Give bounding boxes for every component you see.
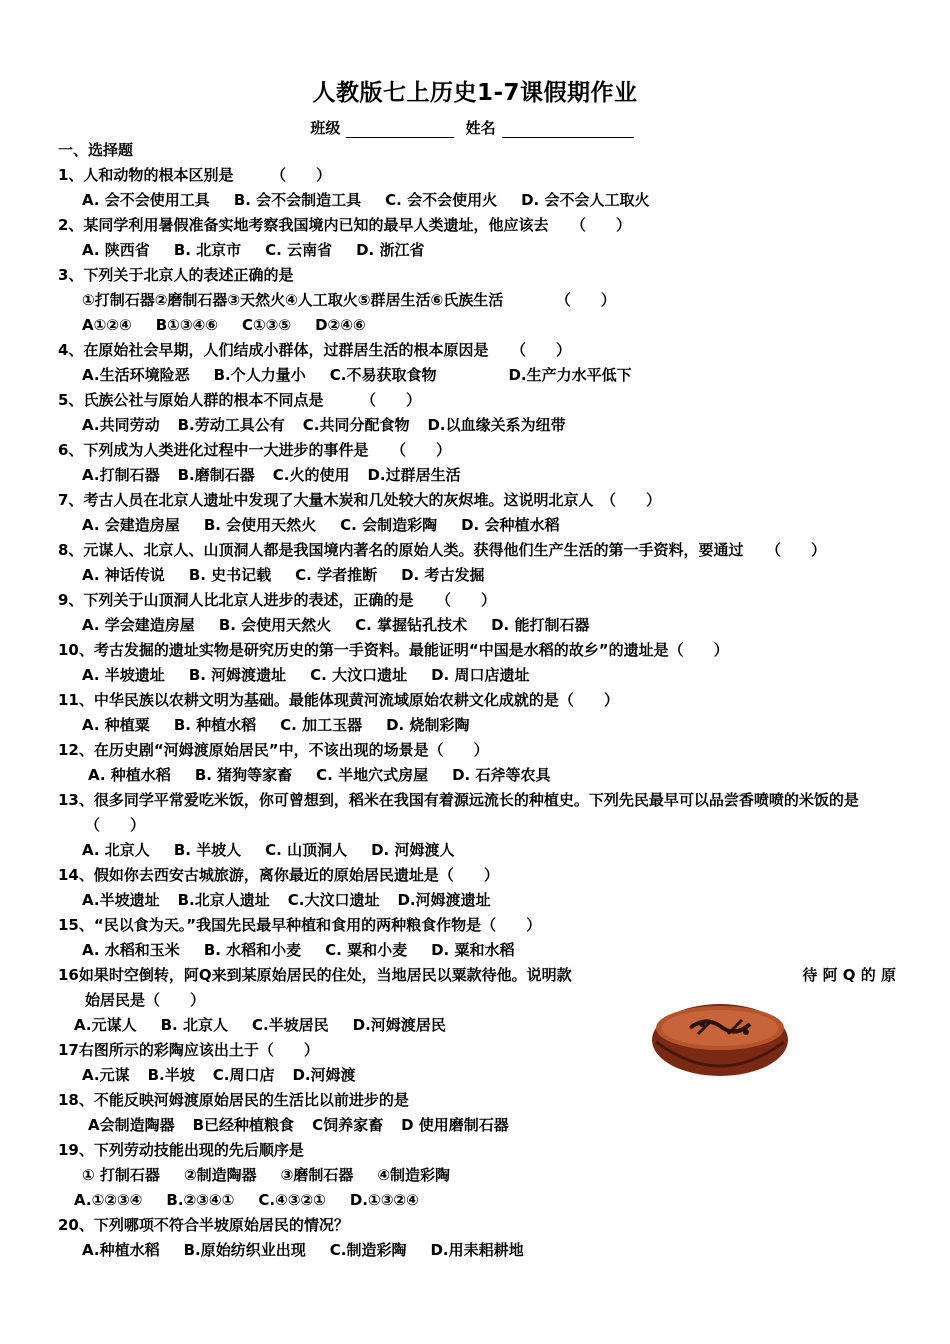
option-c[interactable]: C. 粟和小麦 bbox=[325, 941, 408, 959]
question-9 bbox=[58, 588, 896, 638]
question-stem: 16如果时空倒转，阿Q来到某原始居民的住处，当地居民以粟款待他。说明款 bbox=[58, 966, 572, 984]
option-c[interactable]: C. 大汶口遗址 bbox=[310, 666, 408, 684]
question-stem: 9、下列关于山顶洞人比北京人进步的表述，正确的是 （ ） bbox=[58, 591, 496, 609]
option-c[interactable]: C. 会制造彩陶 bbox=[340, 516, 438, 534]
painted-pottery-bowl-image bbox=[650, 998, 790, 1078]
question-stem: 14、假如你去西安古城旅游，离你最近的原始居民遗址是（ ） bbox=[58, 866, 499, 884]
statement-3: ③磨制石器 bbox=[280, 1166, 354, 1184]
statement-4: ④制造彩陶 bbox=[377, 1166, 451, 1184]
option-d[interactable]: D 使用磨制石器 bbox=[401, 1116, 509, 1134]
section-heading: 一、选择题 bbox=[58, 141, 134, 159]
question-stem: 10、考古发掘的遗址实物是研究历史的第一手资料。最能证明“中国是水稻的故乡”的遗址是（ ） bbox=[58, 641, 729, 659]
option-a[interactable]: A①②④ bbox=[82, 316, 132, 334]
option-d[interactable]: D. 烧制彩陶 bbox=[386, 716, 470, 734]
option-d[interactable]: D.①③②④ bbox=[349, 1191, 419, 1209]
question-stem: 2、某同学利用暑假准备实地考察我国境内已知的最早人类遗址，他应该去 （ ） bbox=[58, 216, 631, 234]
option-b[interactable]: B已经种植粮食 bbox=[192, 1116, 295, 1134]
question-stem: 3、下列关于北京人的表述正确的是 bbox=[58, 266, 294, 284]
option-b[interactable]: B. 史书记载 bbox=[188, 566, 272, 584]
option-b[interactable]: B. 半坡人 bbox=[173, 841, 242, 859]
option-b[interactable]: B. 会使用天然火 bbox=[218, 616, 332, 634]
option-c[interactable]: C. 掌握钻孔技术 bbox=[355, 616, 468, 634]
question-20 bbox=[58, 1213, 896, 1263]
option-a[interactable]: A.半坡遗址 bbox=[82, 891, 160, 909]
question-options bbox=[58, 363, 896, 388]
option-c[interactable]: C. 会不会使用火 bbox=[385, 191, 498, 209]
option-c[interactable]: C. 加工玉器 bbox=[280, 716, 363, 734]
option-a[interactable]: A. 水稻和玉米 bbox=[82, 941, 180, 959]
question-options bbox=[58, 413, 896, 438]
question-2 bbox=[58, 213, 896, 263]
question-10 bbox=[58, 638, 896, 688]
option-c[interactable]: C. 山顶洞人 bbox=[265, 841, 348, 859]
question-7 bbox=[58, 488, 896, 538]
option-a[interactable]: A. 北京人 bbox=[82, 841, 150, 859]
option-b[interactable]: B. 种植水稻 bbox=[173, 716, 257, 734]
option-b[interactable]: B.磨制石器 bbox=[177, 466, 255, 484]
question-statement-list bbox=[58, 1163, 896, 1188]
question-stem: 17右图所示的彩陶应该出土于（ ） bbox=[58, 1041, 319, 1059]
question-14 bbox=[58, 863, 896, 913]
option-b[interactable]: B. 北京市 bbox=[173, 241, 242, 259]
question-options bbox=[58, 1238, 896, 1263]
option-b[interactable]: B.北京人遗址 bbox=[177, 891, 270, 909]
name-label: 姓名 bbox=[465, 119, 496, 137]
option-a[interactable]: A. 学会建造房屋 bbox=[82, 616, 195, 634]
option-d[interactable]: D. 浙江省 bbox=[356, 241, 425, 259]
option-d[interactable]: D.河姆渡遗址 bbox=[397, 891, 491, 909]
question-stem: 5、氏族公社与原始人群的根本不同点是 （ ） bbox=[58, 391, 421, 409]
option-b[interactable]: B. 北京人 bbox=[160, 1016, 228, 1034]
class-label: 班级 bbox=[310, 119, 341, 137]
option-a[interactable]: A. 陕西省 bbox=[82, 241, 150, 259]
option-b[interactable]: B.半坡 bbox=[147, 1066, 195, 1084]
student-info-line bbox=[0, 117, 950, 138]
question-options bbox=[58, 563, 896, 588]
option-c[interactable]: C.共同分配食物 bbox=[302, 416, 410, 434]
option-c[interactable]: C.周口店 bbox=[212, 1066, 275, 1084]
question-stem: 20、下列哪项不符合半坡原始居民的情况？ bbox=[58, 1216, 349, 1234]
question-stem: 6、下列成为人类进化过程中一大进步的事件是 （ ） bbox=[58, 441, 451, 459]
option-c[interactable]: C饲养家畜 bbox=[312, 1116, 384, 1134]
option-c[interactable]: C. 半地穴式房屋 bbox=[316, 766, 429, 784]
option-a[interactable]: A.生活环境险恶 bbox=[82, 366, 190, 384]
option-c[interactable]: C. 云南省 bbox=[265, 241, 333, 259]
question-options bbox=[58, 938, 896, 963]
question-options bbox=[58, 463, 896, 488]
option-d[interactable]: D②④⑥ bbox=[315, 316, 366, 334]
option-c[interactable]: C.火的使用 bbox=[272, 466, 350, 484]
option-b[interactable]: B. 河姆渡遗址 bbox=[188, 666, 287, 684]
question-stem: 4、在原始社会早期，人们结成小群体，过群居生活的根本原因是 （ ） bbox=[58, 341, 571, 359]
option-b[interactable]: B.②③④① bbox=[166, 1191, 235, 1209]
question-stem: 18、不能反映河姆渡原始居民的生活比以前进步的是 bbox=[58, 1091, 409, 1109]
question-options bbox=[58, 613, 896, 638]
option-c[interactable]: C.半坡居民 bbox=[251, 1016, 329, 1034]
option-a[interactable]: A. 种植水稻 bbox=[88, 766, 171, 784]
option-c[interactable]: C. 学者推断 bbox=[295, 566, 378, 584]
option-b[interactable]: B.个人力量小 bbox=[213, 366, 306, 384]
option-d[interactable]: D.河姆渡 bbox=[292, 1066, 356, 1084]
option-b[interactable]: B. 会使用天然火 bbox=[203, 516, 317, 534]
question-stem: 11、中华民族以农耕文明为基础。最能体现黄河流域原始农耕文化成就的是（ ） bbox=[58, 691, 619, 709]
question-5 bbox=[58, 388, 896, 438]
question-options bbox=[58, 1113, 896, 1138]
option-c[interactable]: C.不易获取食物 bbox=[329, 366, 437, 384]
question-19 bbox=[58, 1138, 896, 1213]
question-options bbox=[58, 713, 896, 738]
option-d[interactable]: D. 周口店遗址 bbox=[431, 666, 530, 684]
question-options bbox=[58, 663, 896, 688]
option-d[interactable]: D. 考古发掘 bbox=[401, 566, 485, 584]
option-d[interactable]: D.生产力水平低下 bbox=[508, 366, 632, 384]
question-stem: 13、很多同学平常爱吃米饭，你可曾想到，稻米在我国有着源远流长的种植史。下列先民最早可以品尝香喷喷的米饭的是（ ） bbox=[58, 791, 859, 834]
question-options bbox=[58, 313, 896, 338]
option-a[interactable]: A.元谋 bbox=[82, 1066, 130, 1084]
question-11 bbox=[58, 688, 896, 738]
question-options bbox=[58, 1188, 896, 1213]
option-c[interactable]: C.④③②① bbox=[258, 1191, 326, 1209]
question-stem: 19、下列劳动技能出现的先后顺序是 bbox=[58, 1141, 304, 1159]
question-13 bbox=[58, 788, 896, 863]
option-d[interactable]: D. 会不会人工取火 bbox=[521, 191, 650, 209]
question-options bbox=[58, 513, 896, 538]
question-stem: 12、在历史剧“河姆渡原始居民”中，不该出现的场景是（ ） bbox=[58, 741, 489, 759]
option-d[interactable]: D.用耒耜耕地 bbox=[430, 1241, 524, 1259]
question-4 bbox=[58, 338, 896, 388]
question-6 bbox=[58, 438, 896, 488]
question-stem: 8、元谋人、北京人、山顶洞人都是我国境内著名的原始人类。获得他们生产生活的第一手资料，要通过 （ ） bbox=[58, 541, 826, 559]
question-options bbox=[58, 763, 896, 788]
option-a[interactable]: A.①②③④ bbox=[74, 1191, 143, 1209]
option-d[interactable]: D. 会种植水稻 bbox=[461, 516, 560, 534]
option-b[interactable]: B.原始纺织业出现 bbox=[183, 1241, 306, 1259]
option-a[interactable]: A. 会不会使用工具 bbox=[82, 191, 210, 209]
statement-1: ① 打制石器 bbox=[82, 1166, 160, 1184]
question-options bbox=[58, 888, 896, 913]
option-a[interactable]: A. 会建造房屋 bbox=[82, 516, 180, 534]
question-options bbox=[58, 238, 896, 263]
question-options bbox=[58, 188, 896, 213]
option-d[interactable]: D. 能打制石器 bbox=[491, 616, 590, 634]
page-title: 人教版七上历史1-7课假期作业 bbox=[312, 80, 638, 106]
option-a[interactable]: A.种植水稻 bbox=[82, 1241, 160, 1259]
question-stem: 1、人和动物的根本区别是 （ ） bbox=[58, 166, 331, 184]
question-options bbox=[58, 838, 896, 863]
question-stem-continued: 始居民是（ ） bbox=[85, 991, 206, 1009]
option-d[interactable]: D.过群居生活 bbox=[367, 466, 461, 484]
option-b[interactable]: B①③④⑥ bbox=[155, 316, 218, 334]
option-b[interactable]: B.劳动工具公有 bbox=[177, 416, 285, 434]
question-stem: 15、“民以食为天。”我国先民最早种植和食用的两种粮食作物是（ ） bbox=[58, 916, 542, 934]
statement-2: ②制造陶器 bbox=[183, 1166, 257, 1184]
option-d[interactable]: D. 石斧等农具 bbox=[452, 766, 551, 784]
option-d[interactable]: D. 粟和水稻 bbox=[431, 941, 515, 959]
question-15 bbox=[58, 913, 896, 963]
question-3 bbox=[58, 263, 896, 338]
option-a[interactable]: A会制造陶器 bbox=[88, 1116, 175, 1134]
question-18 bbox=[58, 1088, 896, 1138]
question-statement-list: ①打制石器②磨制石器③天然火④人工取火⑤群居生活⑥氏族生活 （ ） bbox=[82, 291, 616, 309]
question-8 bbox=[58, 538, 896, 588]
option-d[interactable]: D.河姆渡居民 bbox=[352, 1016, 446, 1034]
option-d[interactable]: D. 河姆渡人 bbox=[371, 841, 455, 859]
option-a[interactable]: A. 半坡遗址 bbox=[82, 666, 165, 684]
question-list bbox=[58, 138, 896, 1263]
option-b[interactable]: B. 水稻和小麦 bbox=[203, 941, 302, 959]
option-b[interactable]: B. 猪狗等家畜 bbox=[194, 766, 293, 784]
question-12 bbox=[58, 738, 896, 788]
question-stem: 7、考古人员在北京人遗址中发现了大量木炭和几处较大的灰烬堆。这说明北京人 （ ） bbox=[58, 491, 661, 509]
option-d[interactable]: D.以血缘关系为纽带 bbox=[427, 416, 566, 434]
class-blank[interactable] bbox=[346, 123, 454, 138]
option-a[interactable]: A.元谋人 bbox=[74, 1016, 137, 1034]
question-1 bbox=[58, 163, 896, 213]
option-a[interactable]: A. 神话传说 bbox=[82, 566, 165, 584]
option-b[interactable]: B. 会不会制造工具 bbox=[233, 191, 362, 209]
option-a[interactable]: A. 种植粟 bbox=[82, 716, 150, 734]
option-c[interactable]: C①③⑤ bbox=[241, 316, 292, 334]
name-blank[interactable] bbox=[502, 123, 634, 138]
option-a[interactable]: A.共同劳动 bbox=[82, 416, 160, 434]
question-stem-right: 待 阿 Q 的 原 bbox=[802, 966, 896, 984]
option-a[interactable]: A.打制石器 bbox=[82, 466, 160, 484]
option-c[interactable]: C.大汶口遗址 bbox=[287, 891, 380, 909]
option-c[interactable]: C.制造彩陶 bbox=[329, 1241, 407, 1259]
